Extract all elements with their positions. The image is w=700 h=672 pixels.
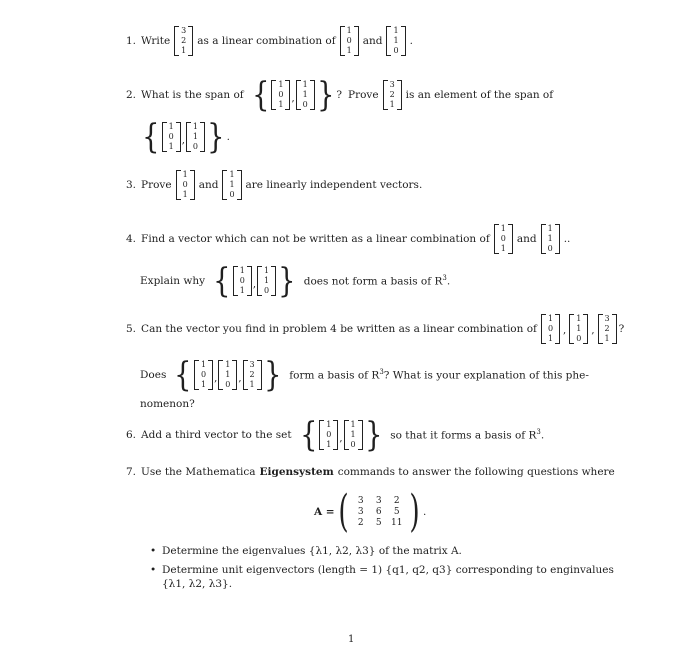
problem-text: Write (141, 35, 171, 47)
problem-text: form a basis of $R^3$? What is your explanation of this phe- (289, 368, 589, 382)
bullet-icon: • (150, 545, 157, 557)
problem-number: 2. (126, 89, 137, 101)
vector-110: 1 1 0 (569, 314, 588, 344)
problem-text: . (226, 131, 230, 143)
matrix-label: A = (314, 506, 335, 518)
problem-text: as a linear combination of (197, 35, 336, 47)
vector-101: 1 0 1 (162, 122, 181, 152)
problem-text: so that it forms a basis of $R^3$. (390, 428, 545, 442)
problem-text: Does (140, 369, 167, 381)
vector-321: 3 2 1 (174, 26, 193, 56)
problem-5-continuation (140, 398, 195, 410)
bullet-eigenvectors-continued: {λ1, λ2, λ3}. (162, 578, 233, 590)
problem-text: and (198, 179, 219, 191)
bullet-icon: • (150, 564, 157, 576)
vector-110: 1 1 0 (222, 170, 241, 200)
problem-text: does not form a basis of $R^3$. (303, 274, 451, 288)
bullet-eigenvalues: Determine the eigenvalues {λ1, λ2, λ3} of the matrix A. (162, 545, 462, 557)
left-brace: { (142, 117, 160, 157)
problem-text: What is the span of (141, 89, 244, 101)
problem-2: 2. What is the span of { 1 0 1 , 1 1 0 } ? Prove 3 2 1 is an element of the span of (126, 75, 554, 115)
page-number: 1 (348, 634, 355, 645)
problem-number: 1. (126, 35, 137, 47)
problem-number: 6. (126, 429, 137, 441)
problem-text: ? (336, 89, 342, 101)
problem-4-explain: Explain why { 1 0 1 , 1 1 0 } does not form a basis of $R^3$. (140, 261, 451, 301)
problem-text: Can the vector you find in problem 4 be written as a linear combination of (141, 323, 537, 335)
problem-6: 6. Add a third vector to the set { 1 0 1 , 1 1 0 } so that it forms a basis of $R^3$. (126, 415, 545, 455)
problem-4 (126, 224, 570, 254)
vector-321: 3 2 1 (243, 360, 262, 390)
vector-101: 1 0 1 (233, 266, 252, 296)
vector-101: 1 0 1 (176, 170, 195, 200)
problem-text: Explain why (140, 275, 206, 287)
problem-text: . (409, 35, 413, 47)
problem-2-continued: { 1 0 1 , 1 1 0 } . (142, 117, 230, 157)
problem-text: Add a third vector to the set (141, 429, 292, 441)
eigensystem-keyword: Eigensystem (259, 466, 334, 478)
left-brace: { (213, 261, 231, 301)
vector-321: 3 2 1 (598, 314, 617, 344)
vector-101: 1 0 1 (340, 26, 359, 56)
vector-110: 1 1 0 (257, 266, 276, 296)
problem-text: Prove (348, 89, 379, 101)
problem-text: and (362, 35, 383, 47)
vector-110: 1 1 0 (186, 122, 205, 152)
right-brace: } (278, 261, 296, 301)
problem-7 (126, 466, 615, 478)
right-brace: } (364, 415, 383, 455)
problem-text: Find a vector which can not be written as a linear combination of (141, 233, 490, 245)
problem-text: Use the Mathematica (141, 466, 256, 478)
problem-number: 4. (126, 233, 137, 245)
vector-110: 1 1 0 (386, 26, 405, 56)
vector-101: 1 0 1 (319, 420, 338, 450)
bullet-eigenvectors: Determine unit eigenvectors (length = 1) {q1, q2, q3} corresponding to enginvalues (162, 564, 614, 576)
problem-number: 7. (126, 466, 137, 478)
matrix-a-entries: 3 3 2 3 6 5 2 5 11 (357, 496, 403, 528)
vector-110: 1 1 0 (344, 420, 363, 450)
problem-text: commands to answer the following questions where (337, 466, 615, 478)
vector-110: 1 1 0 (296, 80, 315, 110)
vector-321: 3 2 1 (383, 80, 402, 110)
problem-text: nomenon? (140, 398, 195, 410)
vector-110: 1 1 0 (218, 360, 237, 390)
problem-text: Prove (141, 179, 172, 191)
right-brace: } (316, 75, 335, 115)
problem-5: 5. Can the vector you find in problem 4 be written as a linear combination of 1 0 1 , 1 1 0 , 3 2 1 ? (126, 314, 625, 343)
problem-text: are linearly independent vectors. (245, 179, 423, 191)
vector-101: 1 0 1 (494, 224, 513, 254)
problem-text: and (516, 233, 537, 245)
matrix-a: A = ( 3 3 2 3 6 5 2 5 11 ) . (314, 486, 427, 537)
left-brace: { (299, 415, 318, 455)
vector-101: 1 0 1 (194, 360, 213, 390)
left-brace: { (251, 75, 270, 115)
problem-text: ? (618, 323, 625, 335)
problem-text: .. (563, 233, 571, 245)
vector-110: 1 1 0 (541, 224, 560, 254)
problem-1 (126, 26, 413, 56)
right-brace: } (207, 117, 225, 157)
problem-5-does: Does { 1 0 1 , 1 1 0 , 3 2 1 } form a basis of $R^3$? What is your explanation of this phe- (140, 355, 589, 395)
problem-number: 5. (126, 323, 137, 335)
problem-3 (126, 170, 422, 200)
vector-101: 1 0 1 (271, 80, 290, 110)
vector-101: 1 0 1 (541, 314, 560, 344)
problem-text: is an element of the span of (405, 89, 554, 101)
problem-number: 3. (126, 179, 137, 191)
left-brace: { (174, 355, 192, 395)
right-brace: } (263, 355, 282, 395)
